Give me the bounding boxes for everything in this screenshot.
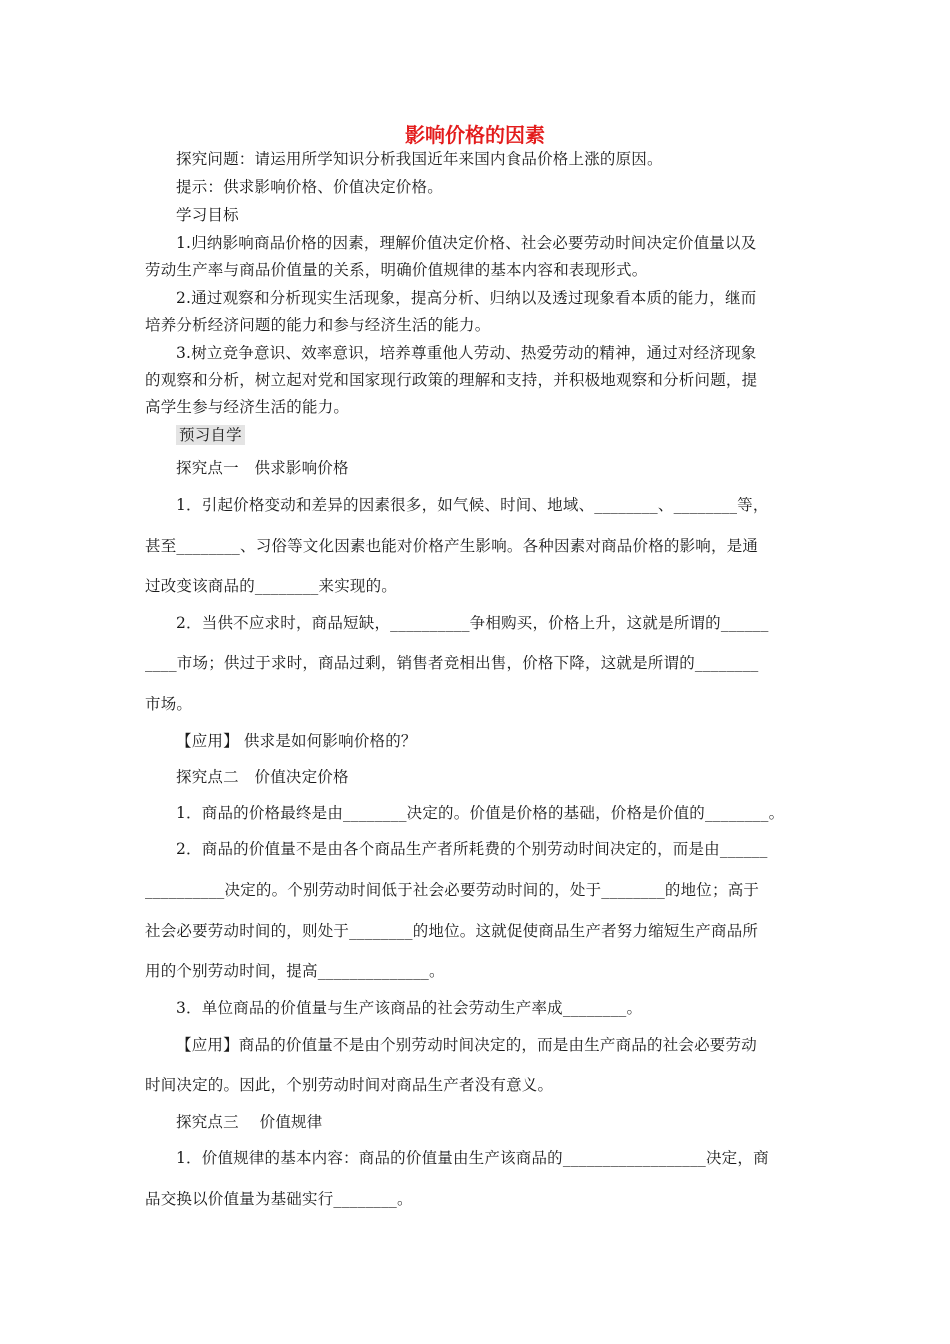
s3-para-1-line-1: 1．价值规律的基本内容：商品的价值量由生产该商品的__________________决定，商 — [176, 1149, 769, 1167]
goal-1-line-2: 劳动生产率与商品价值量的关系，明确价值规律的基本内容和表现形式。 — [145, 261, 648, 279]
s2-para-2-line-1: 2．商品的价值量不是由各个商品生产者所耗费的个别劳动时间决定的，而是由______ — [176, 840, 768, 858]
s1-para-1-line-3: 过改变该商品的________来实现的。 — [145, 577, 398, 595]
goal-2-line-2: 培养分析经济问题的能力和参与经济生活的能力。 — [145, 316, 491, 334]
goal-3-line-3: 高学生参与经济生活的能力。 — [145, 398, 350, 416]
preview-heading-label: 预习自学 — [176, 425, 245, 445]
s2-para-3: 3．单位商品的价值量与生产该商品的社会劳动生产率成________。 — [176, 999, 643, 1017]
preview-heading — [176, 425, 245, 445]
hint-text: 提示：供求影响价格、价值决定价格。 — [176, 178, 443, 196]
inquiry-question: 探究问题：请运用所学知识分析我国近年来国内食品价格上涨的原因。 — [176, 150, 663, 168]
section-2-heading: 探究点二 价值决定价格 — [176, 768, 349, 786]
goal-3-line-1: 3.树立竞争意识、效率意识，培养尊重他人劳动、热爱劳动的精神，通过对经济现象 — [176, 344, 757, 362]
s1-para-1-line-1: 1．引起价格变动和差异的因素很多，如气候、时间、地域、________、________等， — [176, 496, 769, 514]
s2-para-2-line-3: 社会必要劳动时间的，则处于________的地位。这就促使商品生产者努力缩短生产商品所 — [145, 922, 759, 940]
s2-para-2-line-4: 用的个别劳动时间，提高______________。 — [145, 962, 445, 980]
s2-apply-line-1: 【应用】商品的价值量不是由个别劳动时间决定的，而是由生产商品的社会必要劳动 — [176, 1036, 757, 1054]
s1-para-2-line-3: 市场。 — [145, 695, 193, 713]
section-3-heading: 探究点三 价值规律 — [176, 1113, 323, 1131]
s2-apply-line-2: 时间决定的。因此，个别劳动时间对商品生产者没有意义。 — [145, 1076, 554, 1094]
s1-apply: 【应用】 供求是如何影响价格的？ — [176, 732, 417, 750]
goal-3-line-2: 的观察和分析，树立起对党和国家现行政策的理解和支持，并积极地观察和分析问题，提 — [145, 371, 758, 389]
s2-para-2-line-2: __________决定的。个别劳动时间低于社会必要劳动时间的，处于________的地位；高于 — [145, 881, 760, 899]
s3-para-1-line-2: 品交换以价值量为基础实行________。 — [145, 1190, 413, 1208]
goal-1-line-1: 1.归纳影响商品价格的因素，理解价值决定价格、社会必要劳动时间决定价值量以及 — [176, 234, 757, 252]
s1-para-1-line-2: 甚至________、习俗等文化因素也能对价格产生影响。各种因素对商品价格的影响，是通 — [145, 537, 759, 555]
section-1-heading: 探究点一 供求影响价格 — [176, 459, 349, 477]
goals-heading: 学习目标 — [176, 206, 239, 224]
s1-para-2-line-2: ____市场；供过于求时，商品过剩，销售者竞相出售，价格下降，这就是所谓的________ — [145, 654, 759, 672]
s2-para-1: 1．商品的价格最终是由________决定的。价值是价格的基础，价格是价值的________。 — [176, 804, 785, 822]
s1-para-2-line-1: 2．当供不应求时，商品短缺，__________争相购买，价格上升，这就是所谓的______ — [176, 614, 769, 632]
page-title: 影响价格的因素 — [405, 123, 545, 147]
goal-2-line-1: 2.通过观察和分析现实生活现象，提高分析、归纳以及透过现象看本质的能力，继而 — [176, 289, 757, 307]
